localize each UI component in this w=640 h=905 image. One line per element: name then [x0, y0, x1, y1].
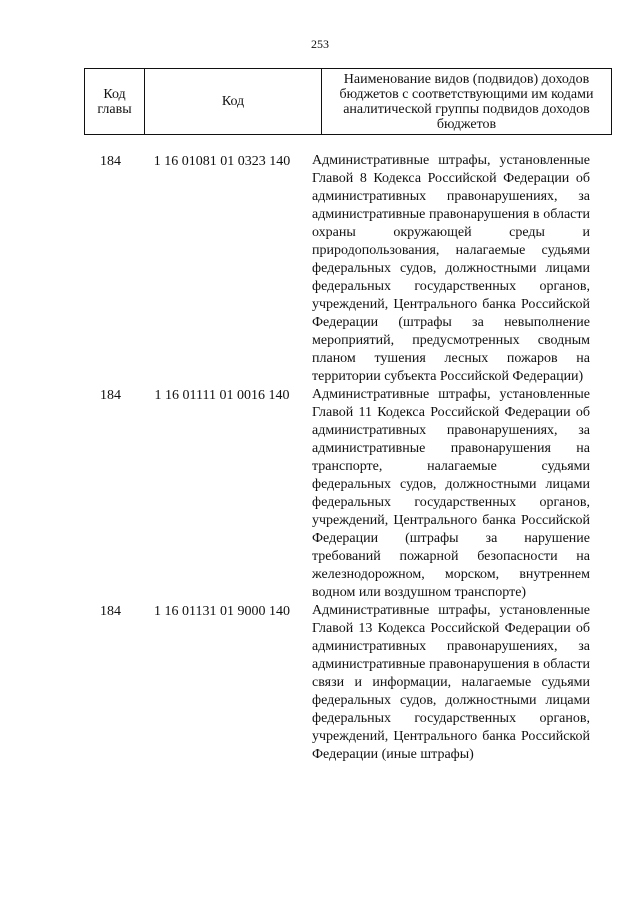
- row-code: 1 16 01081 01 0323 140: [153, 154, 291, 169]
- row-chapter-code: 184: [100, 154, 121, 169]
- table-body: [84, 152, 590, 764]
- row-code: 1 16 01111 01 0016 140: [154, 388, 290, 403]
- row-chapter-code: 184: [100, 604, 121, 619]
- page-number: 253: [311, 37, 329, 51]
- table-header: [84, 68, 612, 135]
- row-chapter-code: 184: [100, 388, 121, 403]
- row-code: 1 16 01131 01 9000 140: [154, 604, 290, 619]
- table-row: [84, 602, 590, 764]
- header-code: Код: [145, 69, 322, 135]
- header-name: Наименование видов (подвидов) доходов бюджетов с соответствующими им кодами аналитической группы подвидов доходов бюджетов: [322, 69, 612, 135]
- table-row: [84, 152, 590, 386]
- row-name: Административные штрафы, установленные Главой 11 Кодекса Российской Федерации об административных правонарушениях, за административные правонарушения на транспорте, налагаемые судьями федеральных судов, должностными лицами федеральных государственных органов, учреждений, Центрального банка Российской Федерации (штрафы за нарушение требований пожарной безопасности на железнодорожном, морском, внутреннем водном или воздушном транспорте): [312, 387, 590, 600]
- header-chapter-code: Код главы: [85, 69, 145, 135]
- row-name: Административные штрафы, установленные Главой 13 Кодекса Российской Федерации об административных правонарушениях, за административные правонарушения в области связи и информации, налагаемые судьями федеральных судов, должностными лицами федеральных государственных органов, учреждений, Центрального банка Российской Федерации (иные штрафы): [312, 603, 590, 762]
- table-row: [84, 386, 590, 602]
- row-name: Административные штрафы, установленные Главой 8 Кодекса Российской Федерации об административных правонарушениях, за административные правонарушения в области охраны окружающей среды и природопользования, налагаемые судьями федеральных судов, должностными лицами федеральных государственных органов, учреждений, Центрального банка Российской Федерации (штрафы за невыполнение мероприятий, предусмотренных сводным планом тушения лесных пожаров на территории субъекта Российской Федерации): [312, 153, 590, 384]
